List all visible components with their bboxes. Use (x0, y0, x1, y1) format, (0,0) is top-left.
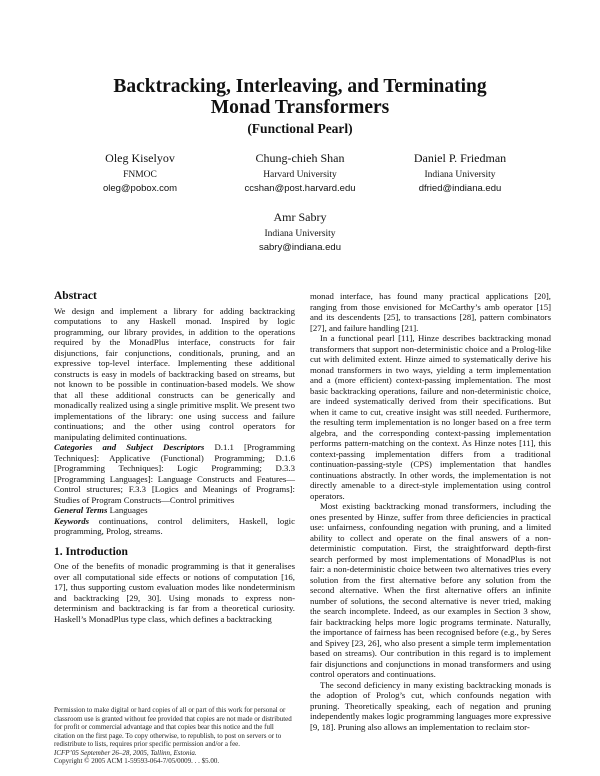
author-name: Oleg Kiselyov (105, 151, 175, 165)
keywords-text: continuations, control delimiters, Haskell, logic programming, Prolog, streams. (54, 515, 295, 536)
author-block (220, 210, 380, 255)
author-block (60, 151, 220, 196)
categories-paragraph (54, 442, 295, 505)
permission-notice: Permission to make digital or hard copies of all or part of this work for personal or classroom use is granted without fee provided that copies are not made or distributed for profit or commercial advantage and that copies bear this notice and the full citation on the first page. To copy otherwise, to republish, to post on servers or to redistribute to lists, requires prior specific permission and/or a fee. (54, 706, 292, 748)
categories-text: D.1.1 [Programming Techniques]: Applicative (Functional) Programming; D.1.6 [Programming Techniques]: Logic Programming; D.3.3 [Programming Languages]: Language Constructs and Features—Control structures; F.3.3 [Logics and Meanings of Programs]: Studies of Program Constructs—Control primitives (54, 442, 296, 505)
body-paragraph: monad interface, has found many practical applications [20], ranging from those envisioned for McCarthy’s amb operator [15] and its descendents [25], to transactions [28], pattern combinators [27], and failure handling [21]. (310, 291, 551, 333)
general-terms-label: General Terms (54, 505, 108, 515)
keywords-label: Keywords (54, 515, 89, 526)
author-block (380, 151, 540, 196)
copyright-footnote (54, 706, 295, 766)
author-name: Daniel P. Friedman (413, 151, 507, 165)
general-terms-paragraph (54, 505, 295, 516)
body-paragraph: In a functional pearl [11], Hinze describes backtracking monad transformers that support non-deterministic choice and a Prolog-like cut with delimited extent. Hinze aimed to systematically derive his monad transformers in two ways, yielding a term implementation and a (more efficient) context-passing implementation. The most basic backtracking operations, failure and non-deterministic choice, are indeed systematically derived from their specifications. But when it came to cut, creative insight was still needed. Furthermore, the resulting term implementation is no longer based on a free term algebra, and the corresponding context-passing implementation performs pattern-matching on the context. As Hinze notes [11], this context-passing implementation differs from a traditional continuation-passing-style (CPS) implementation that handles continuations abstractly. In other words, the implementation is not directly amenable to a direct-style implementation using control operators. (310, 333, 551, 501)
author-affiliation: Indiana University (264, 229, 336, 239)
body-paragraph: Most existing backtracking monad transformers, including the ones presented by Hinze, suffer from three deficiencies in practical use: unfairness, confounding negation with pruning, and a limited ability to collect and operate on the final answers of a non-deterministic computation. First, the straightforward depth-first search performed by most implementations of MonadPlus is not fair: a non-deterministic choice between two alternatives tries every solution from the first alternative before any solution from the second alternative. When the first alternative offers an infinite number of solutions, the second alternative is never tried, making the search incomplete. Indeed, as our examples in Section 3 show, fair backtracking helps more logic programs terminate. Naturally, the importance of fairness has been recognised before (e.g., by Seres and Spivey [23, 26], who also present a simple term implementation based on streams). Our contribution in this regard is to implement fair disjunctions and conjunctions in monad transformers and using control operators and continuations. (310, 501, 551, 679)
author-affiliation: Harvard University (263, 170, 337, 180)
paper-title-line-1: Backtracking, Interleaving, and Terminating (113, 76, 487, 97)
intro-text: One of the benefits of monadic programming is that it generalises over all computational side effects or notions of computation [16, 17], thus supporting custom evaluation modes like nondeterminism and backtracking [29, 30]. Using monads to express non-determinism and backtracking is far from a theoretical curiosity. Haskell’s MonadPlus type class, which defines a backtracking (54, 561, 295, 624)
paper-subtitle: (Functional Pearl) (247, 121, 353, 136)
keywords-paragraph (54, 516, 295, 537)
abstract-text: We design and implement a library for adding backtracking computations to any Haskell monad. Inspired by logic programming, our library provides, in addition to the operations required by the MonadPlus interface, constructs for fair disjunctions, fair conjunctions, conditionals, pruning, and an expressive top-level interface. Implementing these additional constructs is easy in models of backtracking based on streams, but not known to be possible in continuation-based models. We show that all these additional constructs can be generically and monadically realized using a single primitive msplit. We present two implementations of the library: one using success and failure continuations; and the other using control operators for manipulating delimited continuations. (54, 305, 295, 442)
author-affiliation: FNMOC (123, 170, 157, 180)
author-email: sabry@indiana.edu (258, 242, 341, 253)
venue-line: ICFP’05 September 26–28, 2005, Tallinn, Estonia. (54, 748, 197, 757)
author-name: Amr Sabry (273, 210, 327, 224)
author-email: dfried@indiana.edu (418, 183, 502, 194)
author-name: Chung-chieh Shan (255, 151, 345, 165)
intro-heading: 1. Introduction (54, 545, 128, 558)
abstract-heading: Abstract (54, 290, 97, 302)
general-terms-text: Languages (109, 505, 148, 515)
author-affiliation: Indiana University (424, 170, 496, 180)
right-column (310, 291, 551, 732)
author-email: ccshan@post.harvard.edu (244, 183, 356, 194)
paper-title-line-2: Monad Transformers (210, 97, 390, 118)
left-column (54, 291, 295, 624)
author-email: oleg@pobox.com (102, 183, 178, 194)
author-block (210, 151, 390, 196)
body-paragraph: The second deficiency in many existing backtracking monads is the adoption of Prolog’s cut, which confounds negation with pruning. Theoretically speaking, each of negation and pruning independently makes logic programming languages more expressive [9, 18]. Pruning also allows an implementation to reclaim stor- (310, 679, 551, 732)
categories-label: Categories and Subject Descriptors (54, 442, 205, 452)
copyright-line: Copyright © 2005 ACM 1-59593-064-7/05/0009. . . $5.00. (54, 757, 220, 765)
